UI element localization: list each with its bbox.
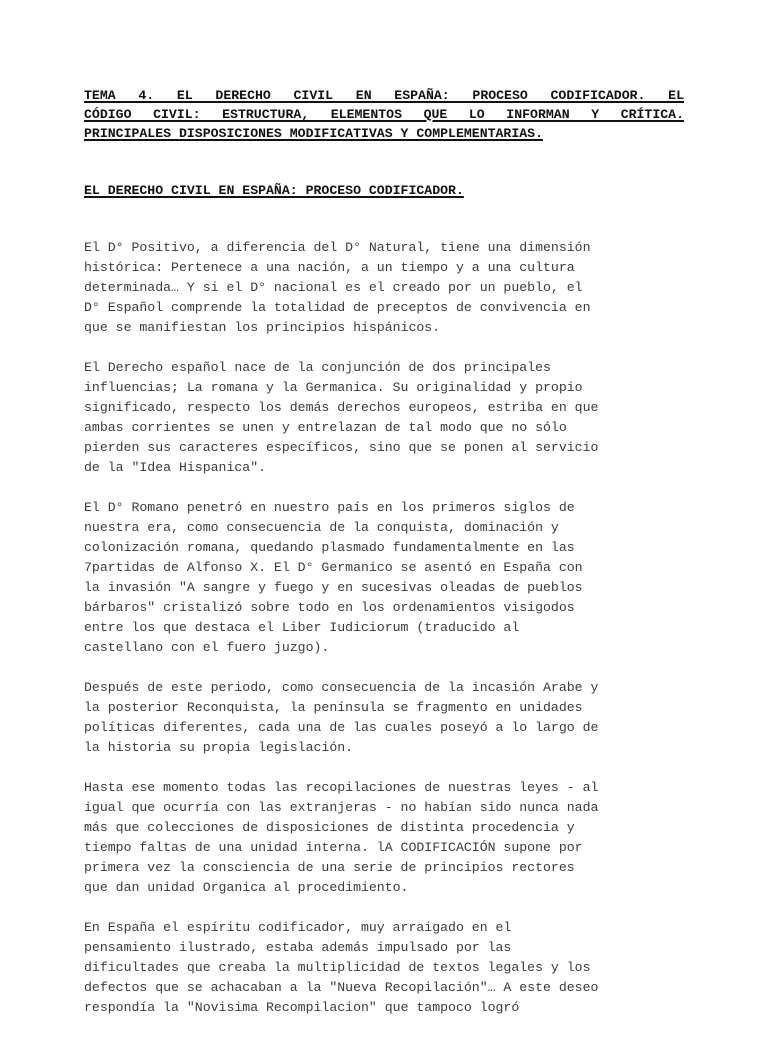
body-text <box>84 238 684 1018</box>
title-line-2: CÓDIGO CIVIL: ESTRUCTURA, ELEMENTOS QUE LO INFORMAN Y CRÍTICA. <box>84 107 684 122</box>
text-line: El Derecho español nace de la conjunción de dos principales <box>84 360 551 375</box>
text-line: la historia su propia legislación. <box>84 740 354 755</box>
text-line: Hasta ese momento todas las recopilaciones de nuestras leyes - al <box>84 780 599 795</box>
text-line: significado, respecto los demás derechos europeos, estriba en que <box>84 400 599 415</box>
paragraph-6 <box>84 918 684 1018</box>
paragraph-3 <box>84 498 684 658</box>
text-line: colonización romana, quedando plasmado fundamentalmente en las <box>84 540 575 555</box>
text-line: influencias; La romana y la Germanica. Su originalidad y propio <box>84 380 583 395</box>
text-line: igual que ocurría con las extranjeras - no habían sido nunca nada <box>84 800 599 815</box>
text-line: bárbaros" cristalizó sobre todo en los ordenamientos visigodos <box>84 600 575 615</box>
text-line: pierden sus caracteres específicos, sino que se ponen al servicio <box>84 440 599 455</box>
text-line: D° Español comprende la totalidad de preceptos de convivencia en <box>84 300 591 315</box>
document-title <box>84 86 684 143</box>
text-line: histórica: Pertenece a una nación, a un tiempo y a una cultura <box>84 260 575 275</box>
text-line: 7partidas de Alfonso X. El D° Germanico se asentó en España con <box>84 560 583 575</box>
text-line: la posterior Reconquista, la península se fragmento en unidades <box>84 700 583 715</box>
text-line: nuestra era, como consecuencia de la conquista, dominación y <box>84 520 559 535</box>
document-page <box>84 86 684 1038</box>
text-line: que se manifiestan los principios hispánicos. <box>84 320 441 335</box>
paragraph-5 <box>84 778 684 898</box>
text-line: de la "Idea Hispanica". <box>84 460 267 475</box>
text-line: más que colecciones de disposiciones de distinta procedencia y <box>84 820 575 835</box>
text-line: En España el espíritu codificador, muy arraigado en el <box>84 920 512 935</box>
text-line: castellano con el fuero juzgo). <box>84 640 330 655</box>
text-line: ambas corrientes se unen y entrelazan de tal modo que no sólo <box>84 420 567 435</box>
text-line: tiempo faltas de una unidad interna. lA CODIFICACIÓN supone por <box>84 840 583 855</box>
text-line: la invasión "A sangre y fuego y en sucesivas oleadas de pueblos <box>84 580 583 595</box>
paragraph-4 <box>84 678 684 758</box>
text-line: defectos que se achacaban a la "Nueva Recopilación"… A este deseo <box>84 980 599 995</box>
paragraph-1 <box>84 238 684 338</box>
text-line: primera vez la consciencia de una serie de principios rectores <box>84 860 575 875</box>
text-line: Después de este periodo, como consecuencia de la incasión Arabe y <box>84 680 599 695</box>
text-line: dificultades que creaba la multiplicidad de textos legales y los <box>84 960 591 975</box>
text-line: entre los que destaca el Liber Iudiciorum (traducido al <box>84 620 520 635</box>
text-line: que dan unidad Organica al procedimiento. <box>84 880 409 895</box>
text-line: El D° Romano penetró en nuestro país en los primeros siglos de <box>84 500 575 515</box>
title-line-3: PRINCIPALES DISPOSICIONES MODIFICATIVAS Y COMPLEMENTARIAS. <box>84 126 543 141</box>
text-line: pensamiento ilustrado, estaba además impulsado por las <box>84 940 512 955</box>
text-line: determinada… Y si el D° nacional es el creado por un pueblo, el <box>84 280 583 295</box>
text-line: políticas diferentes, cada una de las cuales poseyó a lo largo de <box>84 720 599 735</box>
paragraph-2 <box>84 358 684 478</box>
title-line-1: TEMA 4. EL DERECHO CIVIL EN ESPAÑA: PROCESO CODIFICADOR. EL <box>84 88 684 103</box>
text-line: El D° Positivo, a diferencia del D° Natural, tiene una dimensión <box>84 240 591 255</box>
section-heading: EL DERECHO CIVIL EN ESPAÑA: PROCESO CODIFICADOR. <box>84 183 464 198</box>
text-line: respondía la "Novisima Recompilacion" que tampoco logró <box>84 1000 520 1015</box>
